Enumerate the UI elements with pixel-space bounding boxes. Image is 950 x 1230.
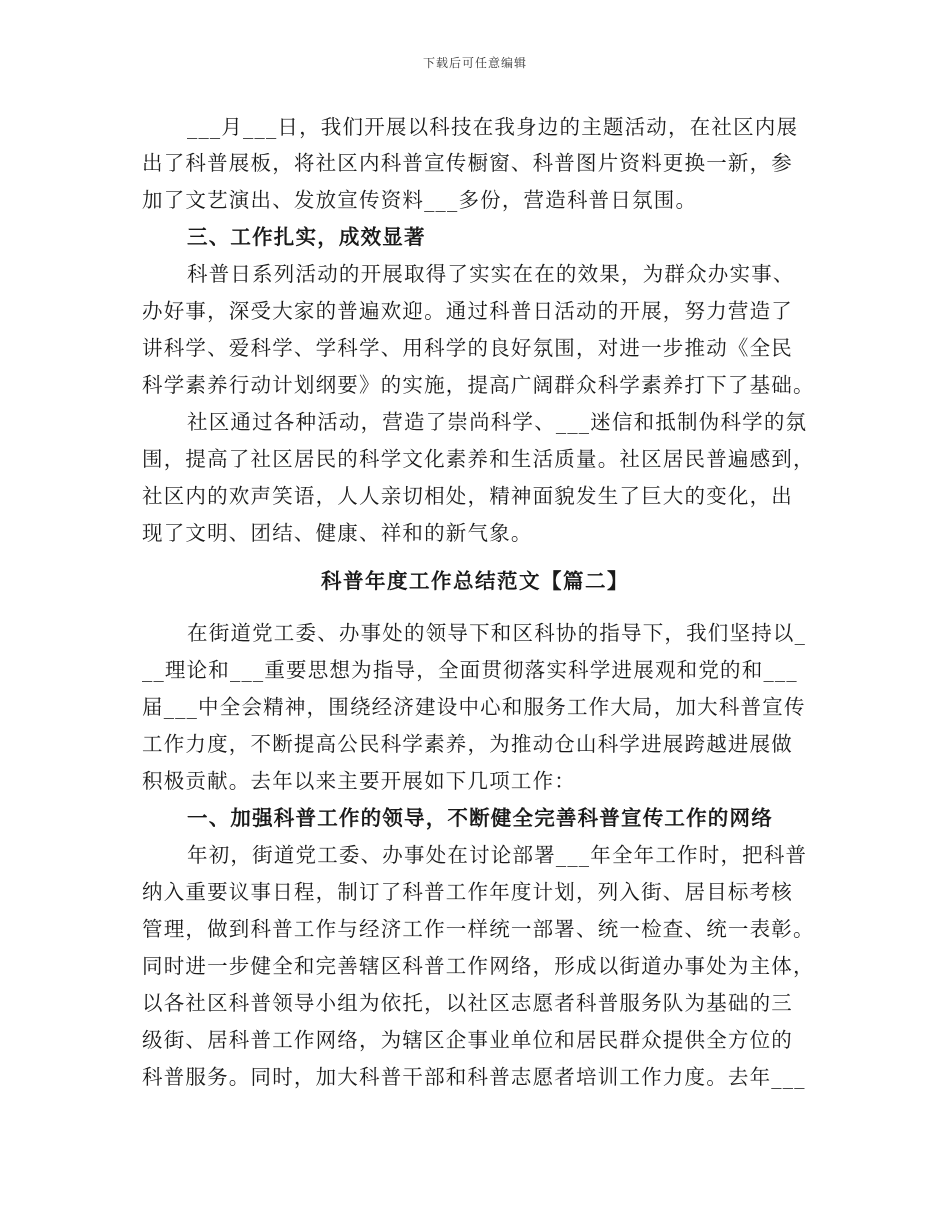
section-heading: 一、加强科普工作的领导，不断健全完善科普宣传工作的网络 <box>187 806 773 830</box>
text-line: 积极贡献。去年以来主要开展如下几项工作： <box>142 769 576 793</box>
text-line: 围，提高了社区居民的科学文化素养和生活质量。社区居民普遍感到， <box>142 447 815 471</box>
text-line: 科学素养行动计划纲要》的实施，提高广阔群众科学素养打下了基础。 <box>142 373 815 397</box>
text-line: 社区内的欢声笑语，人人亲切相处，精神面貌发生了巨大的变化，出 <box>142 484 793 508</box>
text-line: ___月___日，我们开展以科技在我身边的主题活动，在社区内展 <box>187 115 799 139</box>
text-line: 现了文明、团结、健康、祥和的新气象。 <box>142 521 533 545</box>
text-line: 年初，街道党工委、办事处在讨论部署___年全年工作时，把科普 <box>187 843 808 867</box>
text-line: 工作力度，不断提高公民科学素养，为推动仓山科学进展跨越进展做 <box>142 732 793 756</box>
text-line: 管理，做到科普工作与经济工作一样统一部署、统一检查、统一表彰。 <box>142 917 815 941</box>
section-heading: 三、工作扎实，成效显著 <box>187 225 426 249</box>
text-line: 加了文艺演出、发放宣传资料___多份，营造科普日氛围。 <box>142 188 698 212</box>
text-line: 科普日系列活动的开展取得了实实在在的效果，为群众办实事、 <box>187 262 795 286</box>
text-line: 以各社区科普领导小组为依托，以社区志愿者科普服务队为基础的三 <box>142 991 793 1015</box>
text-line: 级街、居科普工作网络，为辖区企事业单位和居民群众提供全方位的 <box>142 1028 793 1052</box>
text-line: 办好事，深受大家的普遍欢迎。通过科普日活动的开展，努力营造了 <box>142 299 793 323</box>
text-line: __理论和___重要思想为指导，全面贯彻落实科学进展观和党的和___ <box>142 658 798 682</box>
text-line: 出了科普展板，将社区内科普宣传橱窗、科普图片资料更换一新，参 <box>142 151 793 175</box>
section-title: 科普年度工作总结范文【篇二】 <box>321 569 629 593</box>
text-line: 同时进一步健全和完善辖区科普工作网络，形成以街道办事处为主体， <box>142 954 815 978</box>
text-line: 社区通过各种活动，营造了崇尚科学、___迷信和抵制伪科学的氛 <box>187 410 808 434</box>
text-line: 讲科学、爱科学、学科学、用科学的良好氛围，对进一步推动《全民 <box>142 336 793 360</box>
text-line: 在街道党工委、办事处的领导下和区科协的指导下，我们坚持以_ <box>187 621 807 645</box>
page-header: 下载后可任意编辑 <box>422 56 527 70</box>
text-line: 科普服务。同时，加大科普干部和科普志愿者培训工作力度。去年___ <box>142 1065 806 1089</box>
text-line: 届___中全会精神，围绕经济建设中心和服务工作大局，加大科普宣传 <box>142 695 806 719</box>
text-line: 纳入重要议事日程，制订了科普工作年度计划，列入街、居目标考核 <box>142 880 793 904</box>
